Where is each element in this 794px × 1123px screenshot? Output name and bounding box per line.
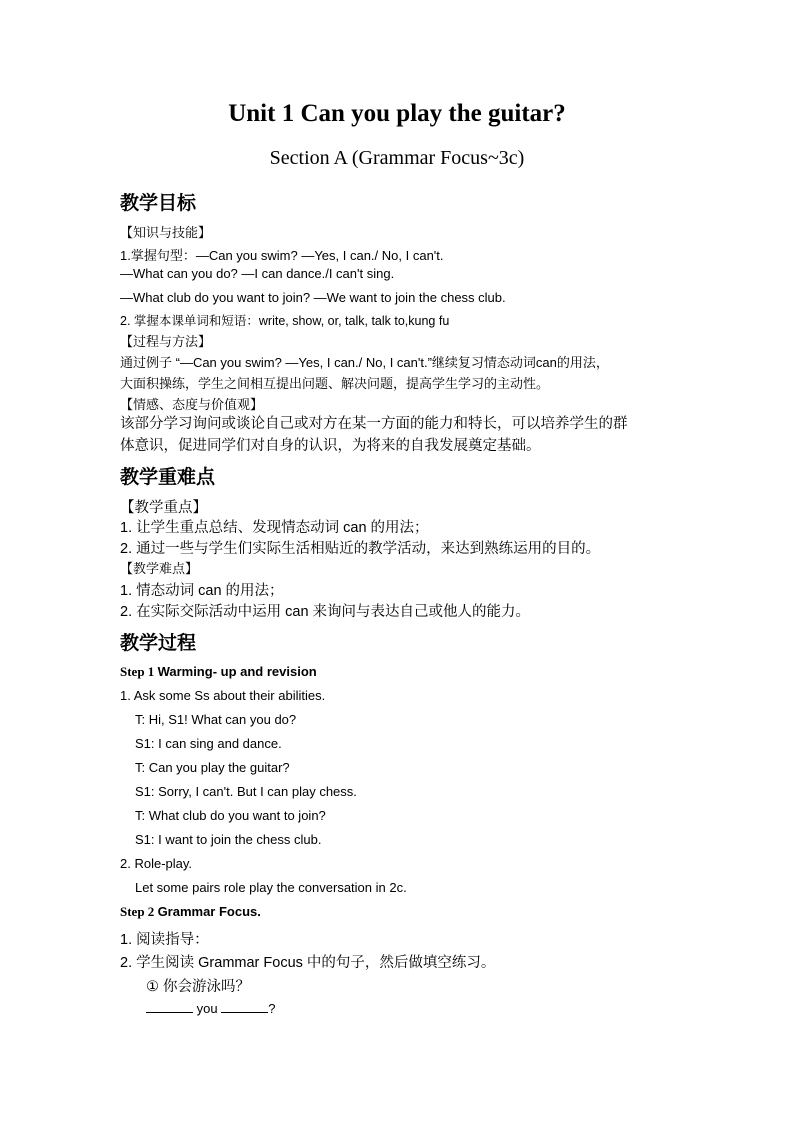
difficulty-item-2: 2. 在实际交际活动中运用 can 来询问与表达自己或他人的能力。 [120,604,531,620]
step-1-name: Warming- up and revision [157,664,317,679]
step-1-item-1: 1. Ask some Ss about their abilities. [120,688,326,703]
focus-item-1: 1. 让学生重点总结、发现情态动词 can 的用法； [120,520,429,536]
focus-item-2: 2. 通过一些与学生们实际生活相贴近的教学活动，来达到熟练运用的目的。 [120,541,601,557]
step-1-item-2-detail: Let some pairs role play the conversation in 2c. [135,880,407,895]
step-2-title [120,904,261,920]
focus-label: 【教学重点】 [120,500,207,516]
dialog-line-6: S1: I want to join the chess club. [135,832,322,847]
knowledge-line-4: 2. 掌握本课单词和短语：write, show, or, talk, talk to,kung fu [120,314,450,328]
step-1-prefix: Step 1 [120,664,158,679]
step-2-item-1: 1. 阅读指导： [120,932,209,948]
objectives-heading: 教学目标 [120,192,197,214]
process-line-2: 大面积操练，学生之间相互提出问题、解决问题，提高学生学习的主动性。 [120,376,550,391]
process-line-1: 通过例子 “—Can you swim? —Yes, I can./ No, I can't.”继续复习情态动词can的用法， [120,355,609,370]
dialog-line-5: T: What club do you want to join? [135,808,326,823]
answer-blank-2[interactable] [221,1000,268,1013]
knowledge-line-2: —What can you do? —I can dance./I can't sing. [120,266,395,281]
process-heading: 教学过程 [120,632,197,654]
key-points-heading: 教学重难点 [120,466,216,488]
blank-end-mark: ? [268,1001,276,1016]
process-label: 【过程与方法】 [120,334,212,349]
dialog-line-3: T: Can you play the guitar? [135,760,290,775]
emotion-label: 【情感、态度与价值观】 [120,397,264,412]
difficulty-label: 【教学难点】 [120,561,199,576]
dialog-line-1: T: Hi, S1! What can you do? [135,712,297,727]
step-1-title [120,664,317,680]
step-1-item-2: 2. Role-play. [120,856,193,871]
answer-blank-1[interactable] [146,1000,193,1013]
difficulty-item-1: 1. 情态动词 can 的用法； [120,583,284,599]
step-2-name: Grammar Focus. [157,904,261,919]
step-2-item-2: 2. 学生阅读 Grammar Focus 中的句子，然后做填空练习。 [120,955,496,971]
dialog-line-2: S1: I can sing and dance. [135,736,282,751]
blank-middle-word: you [193,1001,222,1016]
document-title: Unit 1 Can you play the guitar? [228,100,566,127]
exercise-1-blank-line [146,1000,275,1016]
knowledge-label: 【知识与技能】 [120,225,212,240]
exercise-1-prompt: ① 你会游泳吗？ [146,979,251,995]
knowledge-line-1: 1.掌握句型：—Can you swim? —Yes, I can./ No, I can't. [120,248,444,263]
emotion-line-1: 该部分学习询问或谈论自己或对方在某一方面的能力和特长，可以培养学生的群 [120,416,628,432]
dialog-line-4: S1: Sorry, I can't. But I can play chess. [135,784,357,799]
document-subtitle: Section A (Grammar Focus~3c) [269,147,525,169]
step-2-prefix: Step 2 [120,904,158,919]
knowledge-line-3: —What club do you want to join? —We want to join the chess club. [120,290,506,305]
emotion-line-2: 体意识，促进同学们对自身的认识，为将来的自我发展奠定基础。 [120,438,541,454]
